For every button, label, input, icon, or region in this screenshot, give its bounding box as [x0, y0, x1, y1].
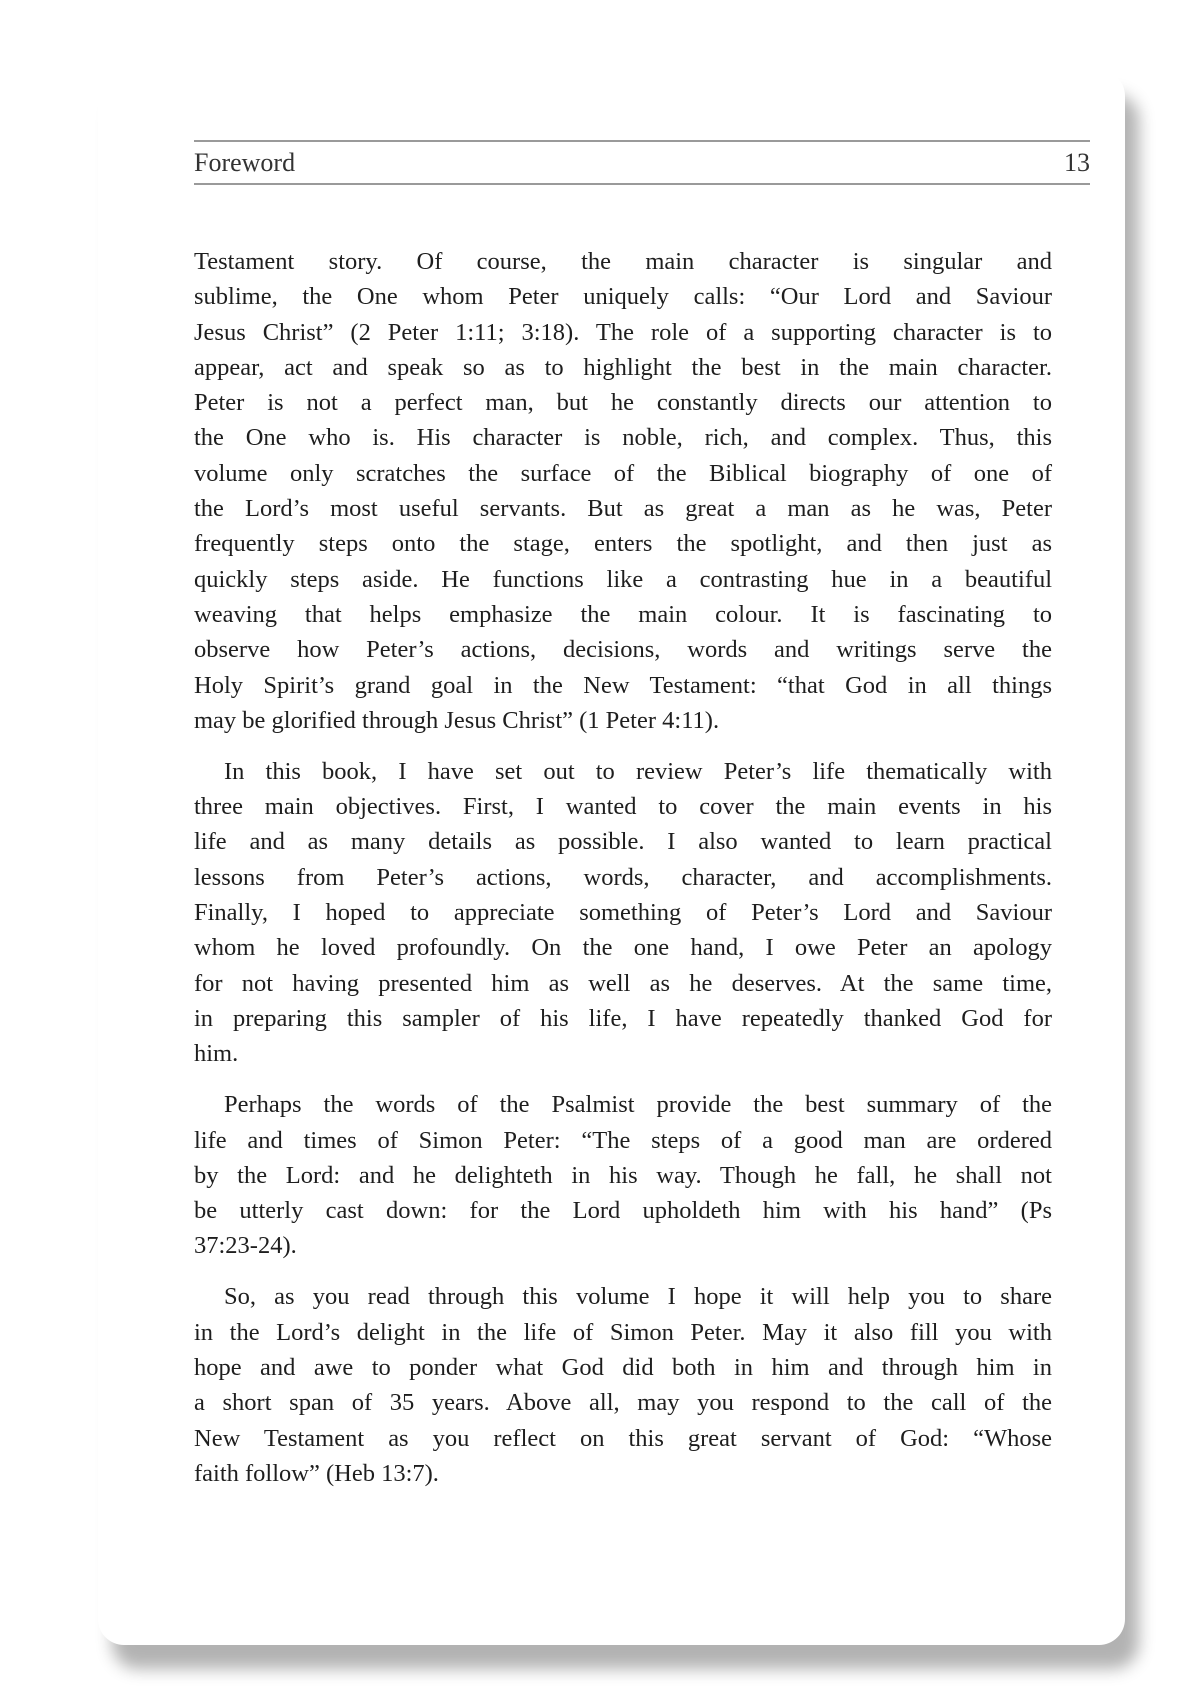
page-number: 13 [1064, 147, 1090, 177]
text-line: the One who is. His character is noble, rich, and complex. Thus, this [194, 424, 1052, 452]
text-line: in the Lord’s delight in the life of Simon Peter. May it also fill you with [194, 1318, 1052, 1346]
text-line: Testament story. Of course, the main character is singular and [194, 248, 1052, 275]
text-line: frequently steps onto the stage, enters the spotlight, and then just as [194, 530, 1052, 558]
text-line: observe how Peter’s actions, decisions, words and writings serve the [194, 636, 1052, 664]
paragraph [194, 1087, 1052, 1263]
text-line: a short span of 35 years. Above all, may you respond to the call of the [194, 1389, 1052, 1417]
text-line: life and times of Simon Peter: “The steps of a good man are ordered [194, 1126, 1052, 1154]
text-line: appear, act and speak so as to highlight the best in the main character. [194, 353, 1052, 381]
text-line: quickly steps aside. He functions like a contrasting hue in a beautiful [194, 565, 1052, 593]
text-line: So, as you read through this volume I hope it will help you to share [224, 1283, 1052, 1311]
text-line: volume only scratches the surface of the Biblical biography of one of [194, 459, 1052, 487]
text-line: Perhaps the words of the Psalmist provide the best summary of the [224, 1091, 1052, 1119]
paragraph [194, 1279, 1052, 1491]
text-line: New Testament as you reflect on this great servant of God: “Whose [194, 1424, 1052, 1452]
text-line: lessons from Peter’s actions, words, character, and accomplishments. [194, 863, 1052, 891]
text-line: by the Lord: and he delighteth in his way. Though he fall, he shall not [194, 1161, 1052, 1189]
text-line: In this book, I have set out to review Peter’s life thematically with [224, 757, 1052, 785]
paragraph [194, 244, 1052, 738]
paragraph [194, 754, 1052, 1072]
text-line: Holy Spirit’s grand goal in the New Testament: “that God in all things [194, 671, 1052, 699]
section-title: Foreword [194, 147, 296, 177]
text-line: Finally, I hoped to appreciate something of Peter’s Lord and Saviour [194, 899, 1052, 927]
text-line: 37:23-24). [194, 1232, 297, 1260]
text-line: three main objectives. First, I wanted to cover the main events in his [194, 793, 1052, 821]
text-line: faith follow” (Heb 13:7). [194, 1459, 439, 1487]
text-line: whom he loved profoundly. On the one hand, I owe Peter an apology [194, 934, 1052, 962]
body-text [194, 244, 1052, 1507]
text-line: in preparing this sampler of his life, I have repeatedly thanked God for [194, 1004, 1052, 1032]
text-line: may be glorified through Jesus Christ” (1 Peter 4:11). [194, 706, 720, 734]
text-line: for not having presented him as well as he deserves. At the same time, [194, 969, 1052, 997]
running-header [194, 140, 1090, 185]
text-line: Jesus Christ” (2 Peter 1:11; 3:18). The role of a supporting character is to [194, 318, 1052, 346]
text-line: him. [194, 1040, 239, 1068]
text-line: weaving that helps emphasize the main colour. It is fascinating to [194, 600, 1052, 628]
text-line: the Lord’s most useful servants. But as great a man as he was, Peter [194, 495, 1052, 523]
text-line: hope and awe to ponder what God did both in him and through him in [194, 1353, 1052, 1381]
text-line: life and as many details as possible. I also wanted to learn practical [194, 828, 1052, 856]
text-line: Peter is not a perfect man, but he constantly directs our attention to [194, 389, 1052, 417]
text-line: sublime, the One whom Peter uniquely calls: “Our Lord and Saviour [194, 283, 1052, 311]
text-line: be utterly cast down: for the Lord upholdeth him with his hand” (Ps [194, 1197, 1052, 1225]
